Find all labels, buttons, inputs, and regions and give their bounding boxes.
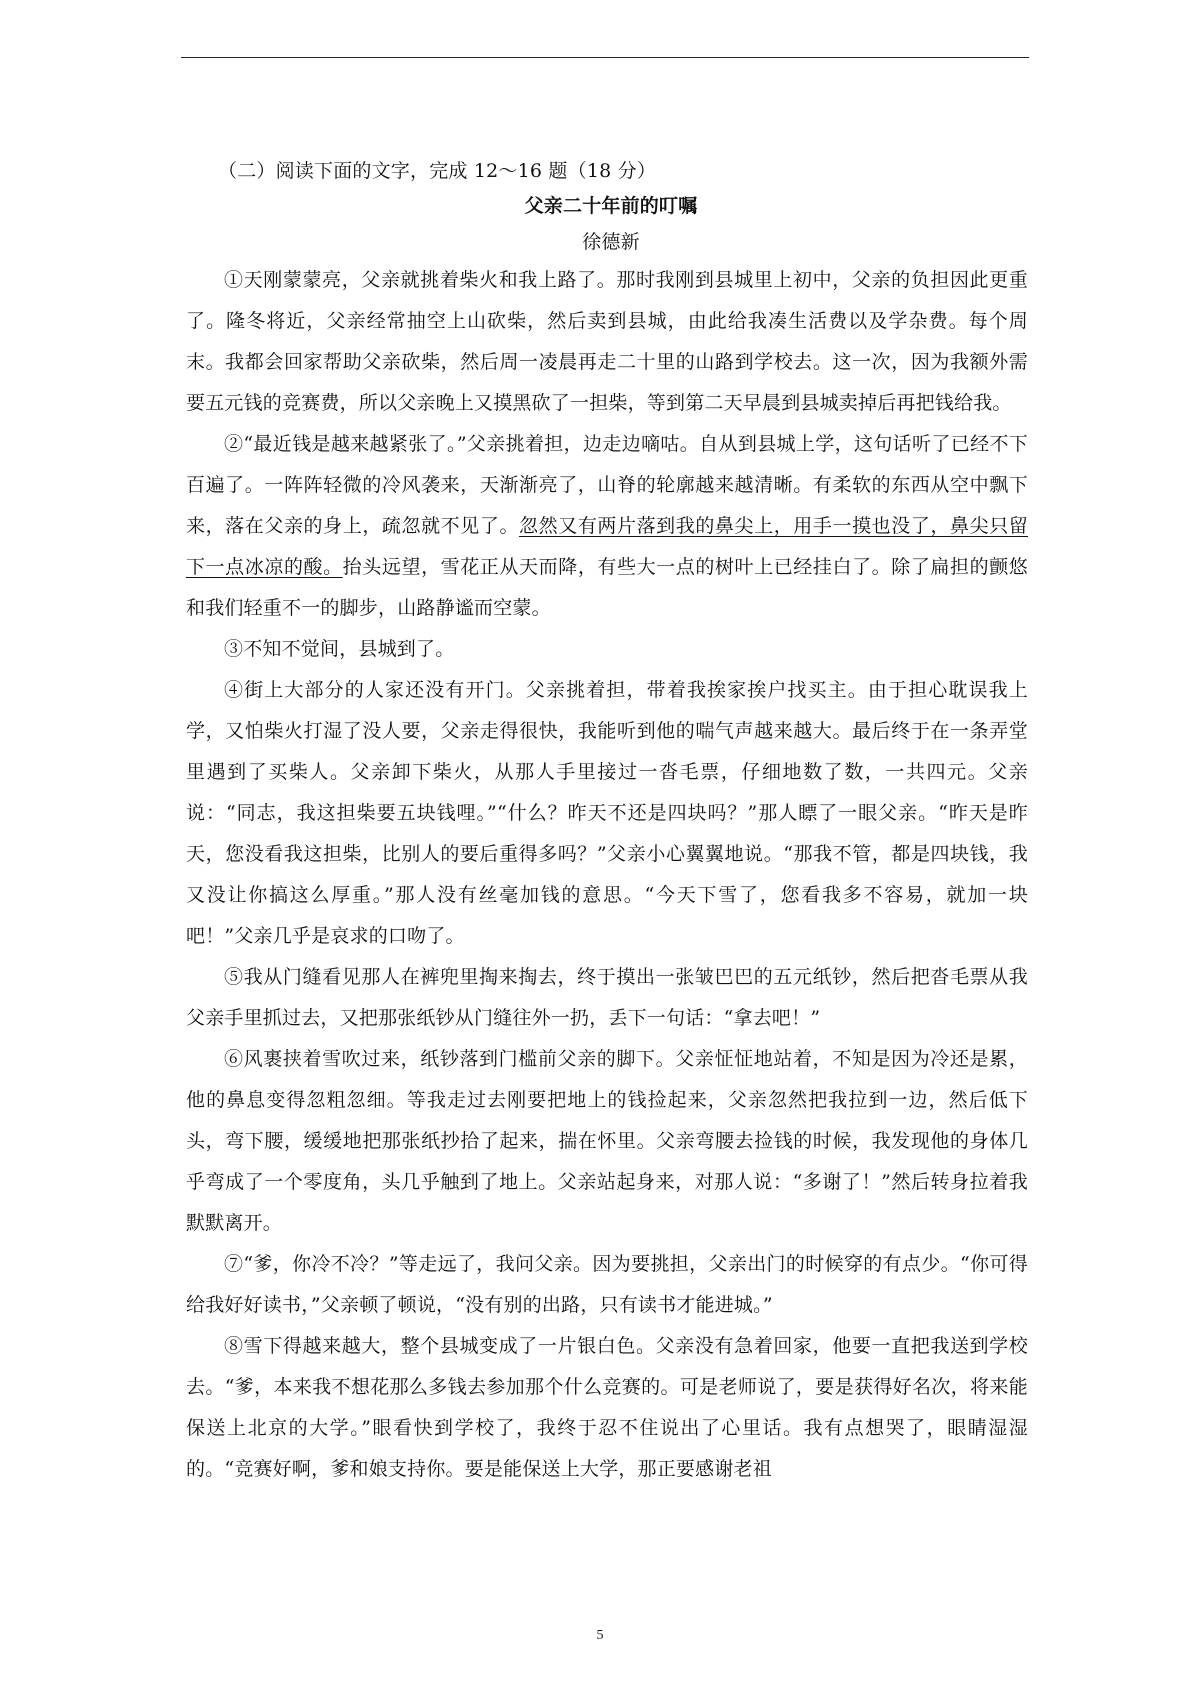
header-rule [181,57,1029,58]
paragraph-1: ①天刚蒙蒙亮，父亲就挑着柴火和我上路了。那时我刚到县城里上初中，父亲的负担因此更重了。隆冬将近，父亲经常抽空上山砍柴，然后卖到县城，由此给我凑生活费以及学杂费。每个周末。我都会回家帮助父亲砍柴，然后周一凌晨再走二十里的山路到学校去。这一次，因为我额外需要五元钱的竞赛费，所以父亲晚上又摸黑砍了一担柴，等到第二天早晨到县城卖掉后再把钱给我。 [186,269,1028,414]
article-author: 徐德新 [582,231,640,253]
paragraph-3: ③不知不觉间，县城到了。 [224,638,455,660]
page-number: 5 [596,1628,604,1643]
paragraph-4: ④街上大部分的人家还没有开门。父亲挑着担，带着我挨家挨户找买主。由于担心耽误我上学，又怕柴火打湿了没人要，父亲走得很快，我能听到他的喘气声越来越大。最后终于在一条弄堂里遇到了买柴人。父亲卸下柴火，从那人手里接过一沓毛票，仔细地数了数，一共四元。父亲说：“同志，我这担柴要五块钱哩。”“什么？昨天不还是四块吗？”那人瞟了一眼父亲。“昨天是昨天，您没看我这担柴，比别人的要后重得多吗？”父亲小心翼翼地说。“那我不管，都是四块钱，我又没让你搞这么厚重。”那人没有丝毫加钱的意思。“今天下雪了，您看我多不容易，就加一块吧！”父亲几乎是哀求的口吻了。 [186,679,1028,947]
underlined-sentence: 忽然又有两片落到我的鼻尖上，用手一摸也没了，鼻尖只留下一点冰凉的酸。 [186,515,1029,578]
paragraph-6: ⑥风裹挟着雪吹过来，纸钞落到门槛前父亲的脚下。父亲怔怔地站着，不知是因为冷还是累，他的鼻息变得忽粗忽细。等我走过去刚要把地上的钱捡起来，父亲忽然把我拉到一边，然后低下头，弯下腰，缓缓地把那张纸抄拾了起来，揣在怀里。父亲弯腰去捡钱的时候，我发现他的身体几乎弯成了一个零度角，头几乎触到了地上。父亲站起身来，对那人说：“多谢了！”然后转身拉着我默默离开。 [186,1048,1028,1234]
paragraph-2-before: ②“最近钱是越来越紧张了。”父亲挑着担，边走边嘀咕。自从到县城上学，这句话听了已经不下百遍了。一阵阵轻微的冷风袭来，天渐渐亮了，山脊的轮廓越来越清晰。有柔软的东西从空中飘下来，落在父亲的身上，疏忽就不见了。 [186,433,1028,537]
paragraph-2 [186,424,1028,629]
paragraph-8: ⑧雪下得越来越大，整个县城变成了一片银白色。父亲没有急着回家，他要一直把我送到学校去。“爹，本来我不想花那么多钱去参加那个什么竞赛的。可是老师说了，要是获得好名次，将来能保送上北京的大学。”眼看快到学校了，我终于忍不住说出了心里话。我有点想哭了，眼睛湿湿的。“竞赛好啊，爹和娘支持你。要是能保送上大学，那正要感谢老祖 [186,1335,1028,1480]
paragraph-2-after: 抬头远望，雪花正从天而降，有些大一点的树叶上已经挂白了。除了扁担的颤悠和我们轻重不一的脚步，山路静谧而空蒙。 [186,556,1028,619]
article-title: 父亲二十年前的叮嘱 [524,195,698,217]
page-content [186,154,1028,1490]
section-heading: （二）阅读下面的文字，完成 12～16 题（18 分） [218,160,657,182]
paragraph-5: ⑤我从门缝看见那人在裤兜里掏来掏去，终于摸出一张皱巴巴的五元纸钞，然后把沓毛票从我父亲手里抓过去，又把那张纸钞从门缝往外一扔，丢下一句话：“拿去吧！” [186,966,1028,1029]
paragraph-7: ⑦“爹，你冷不冷？”等走远了，我问父亲。因为要挑担，父亲出门的时候穿的有点少。“你可得给我好好读书，”父亲顿了顿说，“没有别的出路，只有读书才能进城。” [186,1253,1028,1316]
